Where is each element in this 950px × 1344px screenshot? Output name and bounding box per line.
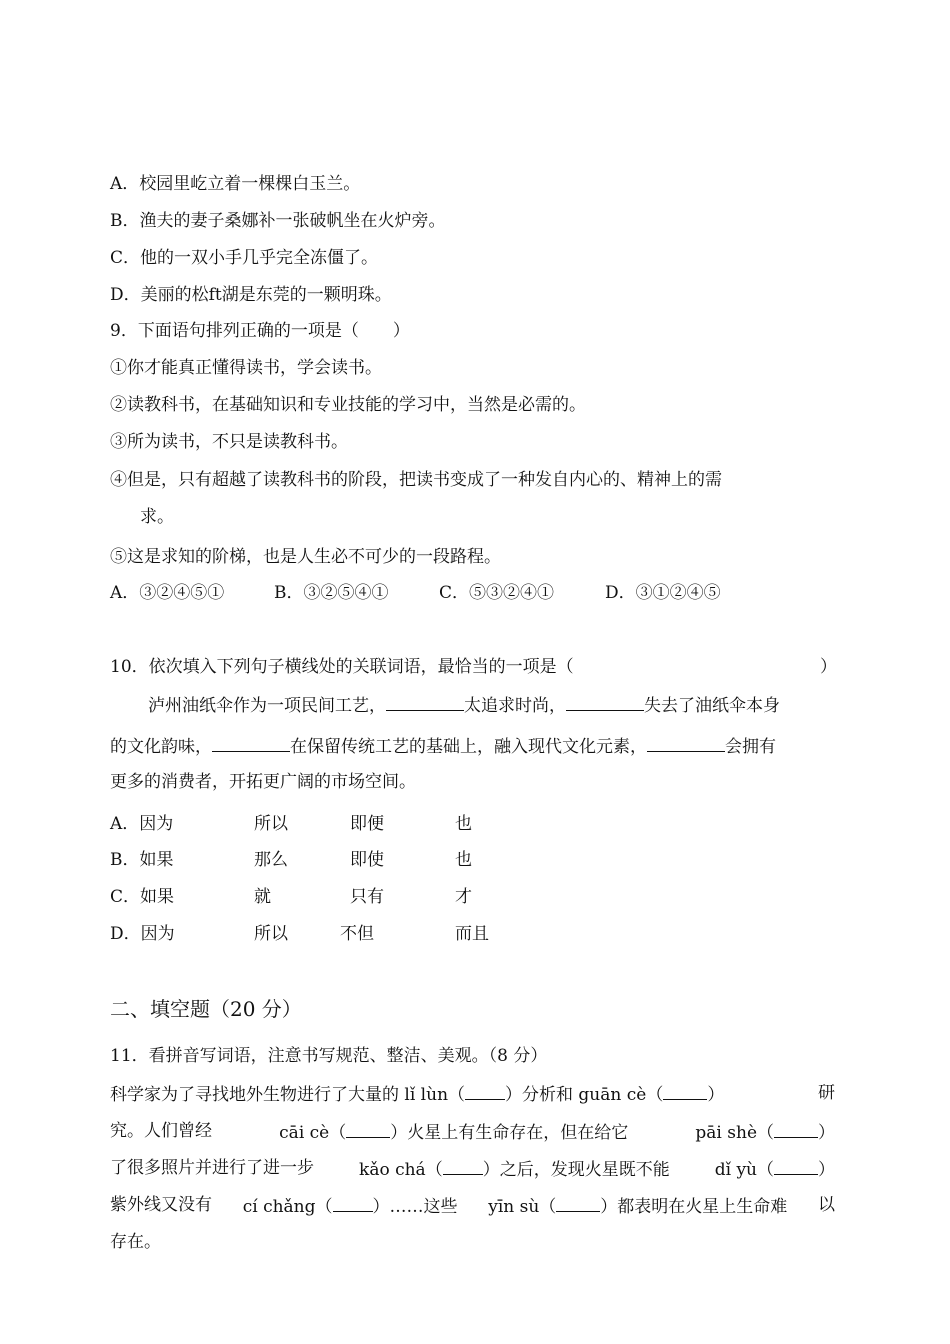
q11-text: ） [707,1085,725,1105]
q11-blank-guan-ce[interactable] [663,1081,707,1100]
q9-sentence-5: ⑤这是求知的阶梯，也是人生必不可少的一段路程。 [110,547,501,567]
q11-text: cí chǎng（ [242,1197,333,1217]
q11-segment [715,1156,835,1182]
q11-line-1 [110,1081,835,1107]
q10-option-word: 所以 [254,814,288,834]
q10-blank-4[interactable] [647,733,725,752]
q11-line-4 [110,1193,835,1219]
q9-option-b: B．③②⑤④① [274,583,389,603]
q11-text: 究。人们曾经 [110,1121,212,1141]
q11-text: cāi cè（ [279,1123,347,1143]
q10-option-word: 才 [455,887,472,907]
q11-text: ） [818,1160,835,1180]
q11-blank-kao-cha[interactable] [443,1156,483,1175]
q10-option-word: 只有 [350,887,384,907]
q11-blank-ci-chang[interactable] [333,1193,373,1212]
q11-line-3 [110,1156,835,1182]
q10-option-word: 那么 [254,850,288,870]
section-title: 二、填空题（20 分） [110,997,302,1021]
q9-sentence-4: ④但是，只有超越了读教科书的阶段，把读书变成了一种发自内心的、精神上的需 [110,470,722,490]
q10-stem-close: ） [820,657,837,677]
q11-text: yīn sù（ [488,1197,557,1217]
q10-text: 太追求时尚， [464,696,566,716]
q10-option-label: C．如果 [110,887,175,907]
q11-text: ）分析和 guān cè（ [505,1085,664,1105]
q10-option-word: 即使 [350,850,384,870]
q10-blank-1[interactable] [386,692,464,711]
q11-line-2 [110,1119,835,1145]
q9-option-d: D．③①②④⑤ [605,583,721,603]
q11-text: 紫外线又没有 [110,1195,212,1215]
q11-segment [359,1156,670,1182]
q10-option-label: A．因为 [110,814,174,834]
q10-option-label: D．因为 [110,924,175,944]
q9-option-c: C．⑤③②④① [439,583,555,603]
q9-sentence-1: ①你才能真正懂得读书，学会读书。 [110,358,382,378]
q11-text: ）都表明在火星上生命难 [600,1197,788,1217]
q11-segment [488,1193,787,1219]
q10-option-word: 即便 [350,814,384,834]
q11-blank-di-yu[interactable] [774,1156,818,1175]
q10-blank-3[interactable] [212,733,290,752]
q10-option-label: B．如果 [110,850,174,870]
q10-text: 会拥有 [725,737,776,757]
q9-option-a: A．③②④⑤① [110,583,225,603]
q10-option-word: 而且 [455,924,489,944]
q10-option-word: 就 [254,887,271,907]
q10-option-word: 所以 [254,924,288,944]
q10-blank-2[interactable] [566,692,644,711]
q11-text: kǎo chá（ [359,1160,443,1180]
q10-text: 泸州油纸伞作为一项民间工艺， [148,696,386,716]
q11-text: 了很多照片并进行了进一步 [110,1158,314,1178]
q10-option-word: 不但 [340,924,374,944]
q11-line-5: 存在。 [110,1232,161,1252]
q10-text: 在保留传统工艺的基础上，融入现代文化元素， [290,737,647,757]
q11-blank-cai-ce[interactable] [346,1119,390,1138]
q11-text: pāi shè（ [695,1123,774,1143]
q10-passage-line-1 [148,692,780,718]
q11-text: dǐ yù（ [714,1160,774,1180]
q9-stem: 9．下面语句排列正确的一项是（ ） [110,321,410,341]
q11-text: 以 [818,1195,835,1215]
q9-sentence-2: ②读教科书，在基础知识和专业技能的学习中，当然是必需的。 [110,395,586,415]
q11-text: ）火星上有生命存在，但在给它 [390,1123,629,1143]
q11-segment [110,1081,724,1107]
q10-passage-line-2 [110,733,776,759]
q11-text: ）……这些 [372,1197,458,1217]
q11-stem: 11．看拼音写词语，注意书写规范、整洁、美观。（8 分） [110,1046,548,1066]
q10-stem: 10．依次填入下列句子横线处的关联词语，最恰当的一项是（ [110,657,574,677]
q9-sentence-4-cont: 求。 [140,507,174,527]
q8-option-d: D．美丽的松ft湖是东莞的一颗明珠。 [110,285,392,305]
q11-segment [695,1119,835,1145]
q10-option-word: 也 [455,814,472,834]
q9-sentence-3: ③所为读书，不只是读教科书。 [110,432,348,452]
q11-segment [243,1193,458,1219]
q8-option-a: A．校园里屹立着一棵棵白玉兰。 [110,174,361,194]
q11-blank-yin-su[interactable] [556,1193,600,1212]
q11-blank-li-lun[interactable] [465,1081,505,1100]
q11-text: ） [818,1123,835,1143]
q8-option-b: B．渔夫的妻子桑娜补一张破帆坐在火炉旁。 [110,211,446,231]
q11-text: 科学家为了寻找地外生物进行了大量的 lǐ lùn（ [110,1085,466,1105]
q10-text: 失去了油纸伞本身 [644,696,780,716]
q10-option-word: 也 [455,850,472,870]
q11-segment [279,1119,628,1145]
q8-option-c: C．他的一双小手几乎完全冻僵了。 [110,248,379,268]
q10-text: 的文化韵味， [110,737,212,757]
q11-text: 研 [818,1083,835,1103]
q11-blank-pai-she[interactable] [774,1119,818,1138]
q11-text: ）之后，发现火星既不能 [482,1160,670,1180]
q10-passage-line-3: 更多的消费者，开拓更广阔的市场空间。 [110,772,416,792]
